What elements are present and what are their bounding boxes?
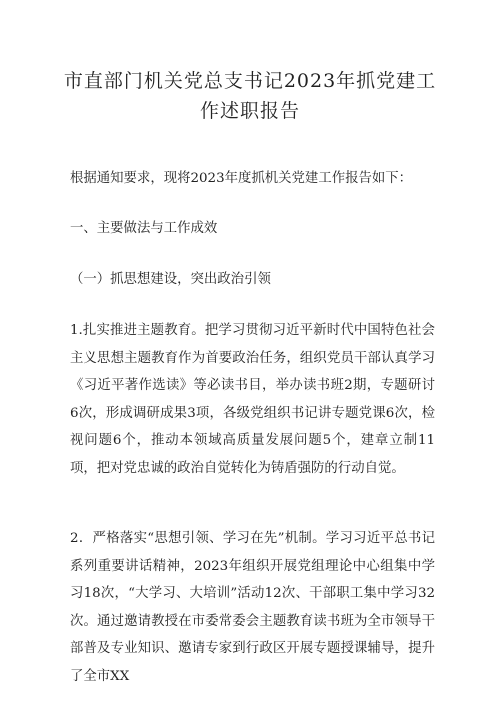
body-paragraph: 2．严格落实“思想引领、学习在先”机制。学习习近平总书记系列重要讲话精神，2023年组织开展党组理论中心组集中学习18次，“大学习、大培训”活动12次、干部职工集中学习32次。通过邀请教授在市委常委会主题教育读书班为全市领导干部普及专业知识、邀请专家到行政区开展专题授课辅导，提升了全市XX	[70, 531, 435, 684]
body-paragraph: 1.扎实推进主题教育。把学习贯彻习近平新时代中国特色社会主义思想主题教育作为首要政治任务，组织党员干部认真学习《习近平著作选读》等必读书目，举办读书班2期，专题研讨6次，形成调研成果3项，各级党组织书记讲专题党课6次，检视问题6个，推动本领域高质量发展问题5个，建章立制11项，把对党忠诚的政治自觉转化为铸盾强防的行动自觉。	[70, 323, 435, 476]
section-heading: 一、主要做法与工作成效	[70, 221, 218, 236]
subsection-heading: （一）抓思想建设，突出政治引领	[70, 272, 271, 287]
intro-paragraph: 根据通知要求，现将2023年度抓机关党建工作报告如下：	[70, 171, 413, 186]
document-title: 市直部门机关党总支书记2023年抓党建工作述职报告	[63, 70, 437, 122]
